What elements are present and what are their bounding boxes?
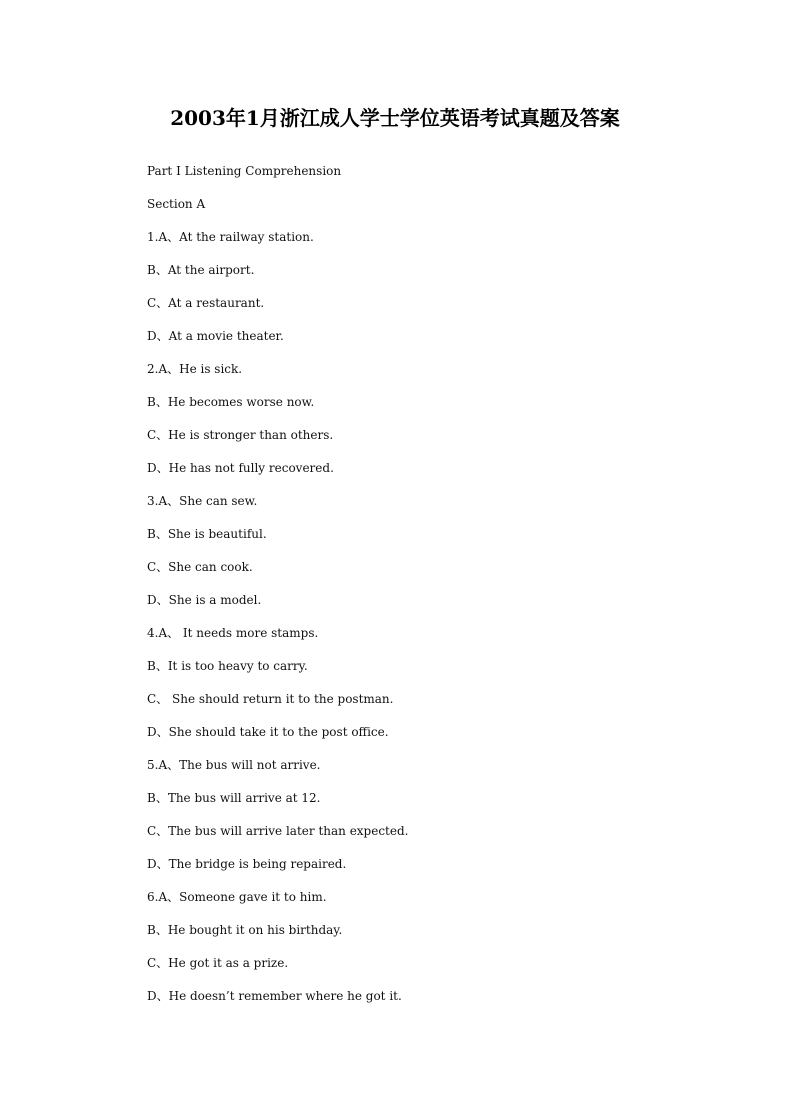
section-subheading: Section A	[147, 197, 206, 211]
document-body	[147, 155, 747, 1013]
question-4-option-a: 4.A、 It needs more stamps.	[147, 626, 319, 640]
question-1-option-b: B、At the airport.	[147, 263, 255, 277]
question-3-option-b: B、She is beautiful.	[147, 527, 267, 541]
question-2-option-b: B、He becomes worse now.	[147, 395, 315, 409]
question-4-option-b: B、It is too heavy to carry.	[147, 659, 308, 673]
question-5-option-c: C、The bus will arrive later than expected.	[147, 824, 409, 838]
question-1-option-a: 1.A、At the railway station.	[147, 230, 314, 244]
section-heading: Part I Listening Comprehension	[147, 164, 342, 178]
question-4-option-c: C、 She should return it to the postman.	[147, 692, 394, 706]
question-6-option-b: B、He bought it on his birthday.	[147, 923, 343, 937]
question-6-option-a: 6.A、Someone gave it to him.	[147, 890, 327, 904]
question-2-option-d: D、He has not fully recovered.	[147, 461, 334, 475]
question-5-option-d: D、The bridge is being repaired.	[147, 857, 347, 871]
question-3-option-d: D、She is a model.	[147, 593, 262, 607]
question-3-option-a: 3.A、She can sew.	[147, 494, 258, 508]
question-5-option-a: 5.A、The bus will not arrive.	[147, 758, 321, 772]
question-3-option-c: C、She can cook.	[147, 560, 253, 574]
question-2-option-c: C、He is stronger than others.	[147, 428, 334, 442]
question-6-option-c: C、He got it as a prize.	[147, 956, 289, 970]
question-4-option-d: D、She should take it to the post office.	[147, 725, 389, 739]
document-title: 2003年1月浙江成人学士学位英语考试真题及答案	[170, 106, 620, 130]
question-5-option-b: B、The bus will arrive at 12.	[147, 791, 321, 805]
question-1-option-d: D、At a movie theater.	[147, 329, 284, 343]
question-1-option-c: C、At a restaurant.	[147, 296, 265, 310]
question-6-option-d: D、He doesn’t remember where he got it.	[147, 989, 402, 1003]
question-2-option-a: 2.A、He is sick.	[147, 362, 243, 376]
